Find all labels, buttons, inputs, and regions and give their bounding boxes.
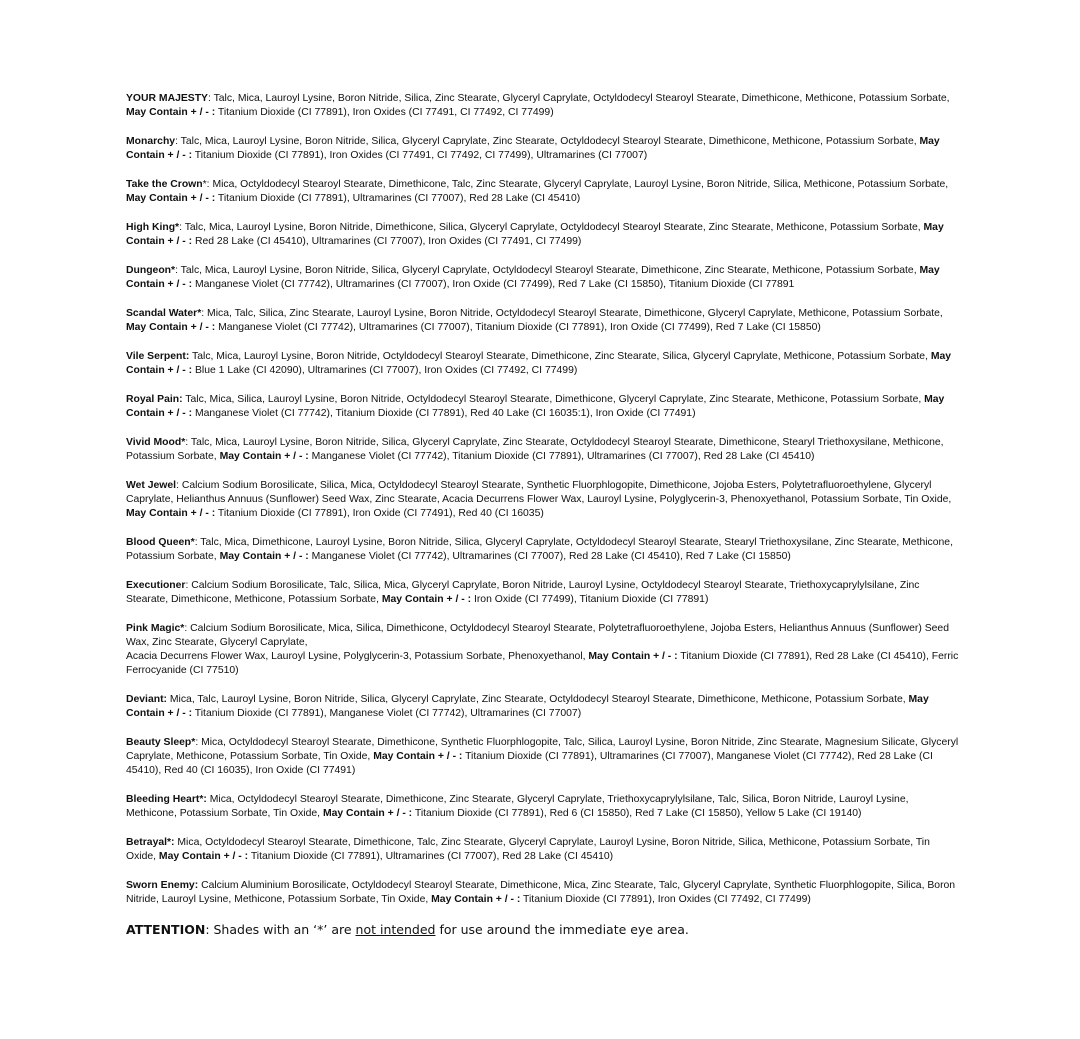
ingredient-list: Talc, Mica, Lauroyl Lysine, Boron Nitride, Octyldodecyl Stearoyl Stearate, Dimethicone, Zinc Stearate, Silica, Glyceryl Caprylate, Methicone, Potassium Sorbate,	[192, 351, 931, 362]
colorant-list: Manganese Violet (CI 77742), Ultramarines (CI 77007), Red 28 Lake (CI 45410), Red 7 Lake (CI 15850)	[308, 551, 791, 562]
may-contain-label: May Contain + / - :	[126, 193, 216, 204]
colorant-list: Titanium Dioxide (CI 77891), Manganese Violet (CI 77742), Ultramarines (CI 77007)	[192, 708, 582, 719]
shade-name: Deviant:	[126, 694, 167, 705]
shade-name: Monarchy	[126, 136, 176, 147]
name-separator: :	[185, 437, 191, 448]
name-separator: :	[175, 136, 181, 147]
may-contain-label: May Contain + / - :	[126, 136, 940, 161]
colorant-list: Iron Oxide (CI 77499), Titanium Dioxide (CI 77891)	[471, 594, 709, 605]
shade-name: Executioner	[126, 580, 186, 591]
shade-entry	[126, 736, 962, 778]
ingredient-list: Talc, Mica, Lauroyl Lysine, Boron Nitride, Dimethicone, Silica, Glyceryl Caprylate, Octyldodecyl Stearoyl Stearate, Zinc Stearate, Methicone, Potassium Sorbate,	[184, 222, 924, 233]
shade-entry	[126, 879, 962, 907]
name-separator: :	[194, 537, 201, 548]
ingredient-list: Mica, Talc, Lauroyl Lysine, Boron Nitride, Silica, Glyceryl Caprylate, Zinc Stearate, Octyldodecyl Stearoyl Stearate, Dimethicone, Methicone, Potassium Sorbate,	[169, 694, 909, 705]
shade-entry	[126, 479, 962, 521]
may-contain-label: May Contain + / - :	[126, 265, 940, 290]
attention-note	[126, 922, 962, 938]
colorant-list: Blue 1 Lake (CI 42090), Ultramarines (CI 77007), Iron Oxides (CI 77492, CI 77499)	[192, 365, 578, 376]
shade-name: Dungeon*	[126, 265, 176, 276]
may-contain-label: May Contain + / - :	[431, 894, 521, 905]
shade-name: YOUR MAJESTY	[126, 93, 208, 104]
ingredient-list: Mica, Octyldodecyl Stearoyl Stearate, Dimethicone, Synthetic Fluorphlogopite, Talc, Silica, Lauroyl Lysine, Boron Nitride, Zinc Stearate, Magnesium Silicate, Glyceryl Caprylate, Methicone, Potassium Sorbate, Tin Oxide,	[126, 737, 959, 762]
ingredient-list: Talc, Mica, Silica, Lauroyl Lysine, Boron Nitride, Octyldodecyl Stearoyl Stearate, Dimethicone, Glyceryl Caprylate, Zinc Stearate, Methicone, Potassium Sorbate,	[185, 394, 925, 405]
name-separator: :	[184, 623, 191, 634]
shade-name: Blood Queen*	[126, 537, 195, 548]
shade-name: Vile Serpent:	[126, 351, 190, 362]
ingredient-list: Calcium Sodium Borosilicate, Mica, Silica, Dimethicone, Octyldodecyl Stearoyl Stearate, Polytetrafluoroethylene, Jojoba Esters, Helianthus Annuus (Sunflower) Seed Wax, Zinc Stearate, Glyceryl Caprylate,	[126, 623, 949, 648]
colorant-list: Titanium Dioxide (CI 77891), Ultramarines (CI 77007), Red 28 Lake (CI 45410)	[215, 193, 581, 204]
ingredient-list: Mica, Octyldodecyl Stearoyl Stearate, Dimethicone, Talc, Zinc Stearate, Glyceryl Caprylate, Lauroyl Lysine, Boron Nitride, Silica, Methicone, Potassium Sorbate, Tin Oxide,	[126, 837, 930, 862]
ingredient-list: Mica, Octyldodecyl Stearoyl Stearate, Dimethicone, Talc, Zinc Stearate, Glyceryl Caprylate, Lauroyl Lysine, Boron Nitride, Silica, Methicone, Potassium Sorbate,	[212, 179, 949, 190]
shade-name: High King*	[126, 222, 180, 233]
may-contain-label: May Contain + / - :	[219, 451, 309, 462]
may-contain-label: May Contain + / - :	[322, 808, 413, 819]
may-contain-label: May Contain + / - :	[126, 394, 945, 419]
shade-entry	[126, 178, 962, 206]
shade-name: Pink Magic*	[126, 623, 185, 634]
may-contain-label: May Contain + / - :	[158, 851, 249, 862]
shade-name: Beauty Sleep*	[126, 737, 196, 748]
may-contain-label: May Contain + / - :	[126, 351, 952, 376]
shade-entry	[126, 836, 962, 864]
name-separator: :	[195, 737, 202, 748]
shade-entry	[126, 307, 962, 335]
shade-entry	[126, 693, 962, 721]
attention-text-end: for use around the immediate eye area.	[435, 922, 689, 937]
shade-entry	[126, 536, 962, 564]
ingredient-list: Talc, Mica, Lauroyl Lysine, Boron Nitride, Silica, Zinc Stearate, Glyceryl Caprylate, Octyldodecyl Stearoyl Stearate, Dimethicone, Methicone, Potassium Sorbate,	[213, 93, 950, 104]
ingredient-list: Talc, Mica, Lauroyl Lysine, Boron Nitride, Silica, Glyceryl Caprylate, Zinc Stearate, Octyldodecyl Stearoyl Stearate, Dimethicone, Methicone, Potassium Sorbate,	[180, 136, 920, 147]
name-separator: :	[176, 480, 182, 491]
ingredients-document	[126, 92, 962, 951]
shade-entry	[126, 579, 962, 607]
shade-entry	[126, 436, 962, 464]
shade-entry	[126, 135, 962, 163]
shade-entry	[126, 264, 962, 292]
colorant-list: Titanium Dioxide (CI 77891), Iron Oxides (CI 77491, CI 77492, CI 77499), Ultramarines (CI 77007)	[192, 150, 648, 161]
shade-entry	[126, 221, 962, 249]
name-separator: :	[179, 222, 185, 233]
colorant-list: Manganese Violet (CI 77742), Titanium Dioxide (CI 77891), Ultramarines (CI 77007), Red 28 Lake (CI 45410)	[308, 451, 815, 462]
shade-entry	[126, 393, 962, 421]
shade-name: Bleeding Heart*:	[126, 794, 207, 805]
ingredient-list: Mica, Talc, Silica, Zinc Stearate, Lauroyl Lysine, Boron Nitride, Octyldodecyl Stearoyl Stearate, Dimethicone, Glyceryl Caprylate, Methicone, Potassium Sorbate,	[207, 308, 943, 319]
colorant-list: Manganese Violet (CI 77742), Ultramarines (CI 77007), Titanium Dioxide (CI 77891), Iron Oxide (CI 77499), Red 7 Lake (CI 15850)	[215, 322, 821, 333]
colorant-list: Titanium Dioxide (CI 77891), Ultramarines (CI 77007), Red 28 Lake (CI 45410)	[248, 851, 614, 862]
colorant-list: Red 28 Lake (CI 45410), Ultramarines (CI 77007), Iron Oxides (CI 77491, CI 77499)	[192, 236, 582, 247]
colorant-list: Titanium Dioxide (CI 77891), Red 6 (CI 15850), Red 7 Lake (CI 15850), Yellow 5 Lake (CI 19140)	[412, 808, 862, 819]
shade-entry	[126, 793, 962, 821]
name-separator: *:	[202, 179, 213, 190]
may-contain-label: May Contain + / - :	[126, 694, 929, 719]
shade-entry	[126, 92, 962, 120]
colorant-list: Manganese Violet (CI 77742), Titanium Dioxide (CI 77891), Red 40 Lake (CI 16035:1), Iron Oxide (CI 77491)	[192, 408, 696, 419]
ingredient-list: Talc, Mica, Lauroyl Lysine, Boron Nitride, Silica, Glyceryl Caprylate, Octyldodecyl Stearoyl Stearate, Dimethicone, Zinc Stearate, Methicone, Potassium Sorbate,	[180, 265, 920, 276]
may-contain-label: May Contain + / - :	[126, 107, 216, 118]
name-separator: :	[201, 308, 208, 319]
attention-label: ATTENTION	[126, 922, 206, 937]
ingredient-list: Calcium Aluminium Borosilicate, Octyldodecyl Stearoyl Stearate, Dimethicone, Mica, Zinc Stearate, Talc, Glyceryl Caprylate, Synthetic Fluorphlogopite, Silica, Boron Nitride, Lauroyl Lysine, Methicone, Potassium Sorbate, Tin Oxide,	[126, 880, 956, 905]
shade-name: Scandal Water*	[126, 308, 202, 319]
shade-name: Vivid Mood*	[126, 437, 186, 448]
may-contain-label: May Contain + / - :	[126, 222, 944, 247]
may-contain-label: May Contain + / - :	[373, 751, 463, 762]
shade-entry	[126, 350, 962, 378]
attention-underlined-text: not intended	[355, 922, 436, 937]
name-separator: :	[175, 265, 181, 276]
colorant-list: Manganese Violet (CI 77742), Ultramarines (CI 77007), Iron Oxide (CI 77499), Red 7 Lake (CI 15850), Titanium Dioxide (CI 77891	[192, 279, 795, 290]
ingredient-list-continued: Acacia Decurrens Flower Wax, Lauroyl Lysine, Polyglycerin-3, Potassium Sorbate, Phenoxyethanol,	[126, 651, 589, 662]
ingredient-list: Calcium Sodium Borosilicate, Talc, Silica, Mica, Glyceryl Caprylate, Boron Nitride, Lauroyl Lysine, Octyldodecyl Stearoyl Stearate, Triethoxycaprylylsilane, Zinc Stearate, Dimethicone, Methicone, Potassium Sorbate,	[126, 580, 920, 605]
ingredient-list: Calcium Sodium Borosilicate, Silica, Mica, Octyldodecyl Stearoyl Stearate, Synthetic Fluorphlogopite, Dimethicone, Jojoba Esters, Polytetrafluoroethylene, Glyceryl Caprylate, Helianthus Annuus (Sunflower) Seed Wax, Zinc Stearate, Acacia Decurrens Flower Wax, Lauroyl Lysine, Polyglycerin-3, Phenoxyethanol, Potassium Sorbate, Tin Oxide,	[126, 480, 952, 505]
colorant-list: Titanium Dioxide (CI 77891), Iron Oxides (CI 77491, CI 77492, CI 77499)	[215, 107, 554, 118]
may-contain-label: May Contain + / - :	[126, 508, 216, 519]
may-contain-label: May Contain + / - :	[588, 651, 678, 662]
ingredient-list: Mica, Octyldodecyl Stearoyl Stearate, Dimethicone, Zinc Stearate, Glyceryl Caprylate, Triethoxycaprylylsilane, Talc, Silica, Boron Nitride, Lauroyl Lysine, Methicone, Potassium Sorbate, Tin Oxide,	[126, 794, 909, 819]
attention-text: : Shades with an ‘*’ are	[205, 922, 356, 937]
name-separator: :	[207, 93, 214, 104]
name-separator: :	[185, 580, 192, 591]
shade-name: Wet Jewel	[126, 480, 177, 491]
colorant-list: Titanium Dioxide (CI 77891), Red 28 Lake (CI 45410), Ferric Ferrocyanide (CI 77510)	[126, 651, 959, 676]
shade-list	[126, 92, 962, 907]
shade-name: Betrayal*:	[126, 837, 175, 848]
may-contain-label: May Contain + / - :	[381, 594, 472, 605]
may-contain-label: May Contain + / - :	[219, 551, 309, 562]
ingredient-list: Talc, Mica, Lauroyl Lysine, Boron Nitride, Silica, Glyceryl Caprylate, Zinc Stearate, Octyldodecyl Stearoyl Stearate, Dimethicone, Stearyl Triethoxysilane, Methicone, Potassium Sorbate,	[126, 437, 944, 462]
colorant-list: Titanium Dioxide (CI 77891), Iron Oxides (CI 77492, CI 77499)	[520, 894, 811, 905]
colorant-list: Titanium Dioxide (CI 77891), Ultramarines (CI 77007), Manganese Violet (CI 77742), Red 28 Lake (CI 45410), Red 40 (CI 16035), Iron Oxide (CI 77491)	[126, 751, 933, 776]
shade-entry	[126, 622, 962, 678]
ingredient-list: Talc, Mica, Dimethicone, Lauroyl Lysine, Boron Nitride, Silica, Glyceryl Caprylate, Octyldodecyl Stearoyl Stearate, Stearyl Triethoxysilane, Zinc Stearate, Methicone, Potassium Sorbate,	[126, 537, 953, 562]
shade-name: Sworn Enemy:	[126, 880, 199, 891]
may-contain-label: May Contain + / - :	[126, 322, 216, 333]
shade-name: Royal Pain:	[126, 394, 183, 405]
shade-name: Take the Crown	[126, 179, 203, 190]
colorant-list: Titanium Dioxide (CI 77891), Iron Oxide (CI 77491), Red 40 (CI 16035)	[215, 508, 544, 519]
